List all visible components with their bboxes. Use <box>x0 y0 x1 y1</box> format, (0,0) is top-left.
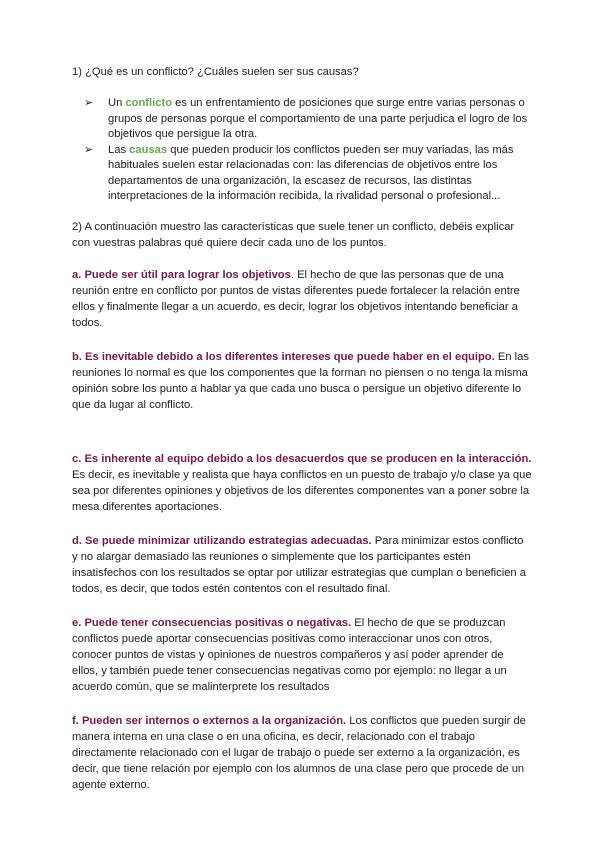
question-2: 2) A continuación muestro las características que suele tener un conflicto, debéis explicar con vuestras palabras qué quiere decir cada uno de los puntos. <box>72 220 515 249</box>
arrow-bullet-icon: ➢ <box>84 97 94 109</box>
section-c-heading: c. Es inherente al equipo debido a los desacuerdos que se producen en la interacción. <box>72 452 532 465</box>
term-conflicto: conflicto <box>125 97 173 109</box>
section-a-body: . El hecho de que las personas que de una reunión entre en conflicto por puntos de vistas diferentes puede fortalecer la relación entre ellos y finalmente llegar a un acuerdo, es decir, lograr los objetivos intentando beneficiar a todos. <box>72 268 520 329</box>
section-f-heading: f. Pueden ser internos o externos a la organización. <box>72 714 347 727</box>
section-e-heading: e. Puede tener consecuencias positivas o negativas. <box>72 616 352 629</box>
section-b-heading: b. Es inevitable debido a los diferentes intereses que puede haber en el equipo. <box>72 350 495 363</box>
bullet-item-conflicto <box>84 96 532 143</box>
section-f <box>72 713 532 793</box>
term-causas: causas <box>129 143 168 156</box>
bullet-list <box>84 96 532 205</box>
section-d <box>72 533 532 597</box>
section-c-body: Es decir, es inevitable y realista que haya conflictos en un puesto de trabajo y/o clase ya que sea por diferentes opiniones y objetivos de los diferentes componentes van a poner sobre la mesa diferentes aportaciones. <box>72 468 532 513</box>
section-b <box>72 349 532 413</box>
section-a-heading: a. Puede ser útil para lograr los objetivos <box>72 268 291 281</box>
bullet-text: es un enfrentamiento de posiciones que surge entre varias personas o grupos de personas porque el comportamiento de una parte perjudica el logro de los objetivos que persigue la otra. <box>108 97 528 140</box>
section-f-body: Los conflictos que pueden surgir de manera interna en una clase o en una oficina, es decir, relacionado con el trabajo directamente relacionado con el lugar de trabajo o puede ser externo a la organización, es decir, que tiene relación por ejemplo con los alumnos de una clase pero que procede de un agente externo. <box>72 714 526 791</box>
question-1: 1) ¿Qué es un conflicto? ¿Cuáles suelen ser sus causas? <box>72 66 359 78</box>
section-d-body: Para minimizar estos conflicto y no alargar demasiado las reuniones o simplemente que los participantes estén insatisfechos con los resultados se optar por utilizar estrategias que cumplan o beneficien a todos, es decir, que todos estén contentos con el resultado final. <box>72 534 526 595</box>
section-e-body: El hecho de que se produzcan conflictos puede aportar consecuencias positivas como interaccionar unos con otros, conocer puntos de vistas y opiniones de nuestros compañeros y así poder aprender de ellos, y también puede tener consecuencias negativas como por ejemplo: no llegar a un acuerdo común, que se malinterprete los resultados <box>72 616 507 693</box>
bullet-item-causas <box>84 143 532 205</box>
section-c <box>72 451 532 515</box>
bullet-pre: Las <box>108 143 130 156</box>
section-e <box>72 615 532 695</box>
document-page <box>72 64 532 811</box>
section-a <box>72 267 532 331</box>
section-d-heading: d. Se puede minimizar utilizando estrategias adecuadas. <box>72 534 372 547</box>
bullet-text: que pueden producir los conflictos pueden ser muy variadas, las más habituales suelen estar relacionadas con: las diferencias de objetivos entre los departamentos de una organización, la escasez de recursos, las distintas interpretaciones de la información recibida, la rivalidad personal o profesional... <box>108 143 514 202</box>
arrow-bullet-icon: ➢ <box>84 143 94 156</box>
bullet-pre: Un <box>108 97 126 109</box>
section-b-body: En las reuniones lo normal es que los componentes que la forman no piensen o no tenga la misma opinión sobre los punto a hablar ya que cada uno busca o persigue un objetivo diferente lo que da lugar al conflicto. <box>72 350 529 411</box>
